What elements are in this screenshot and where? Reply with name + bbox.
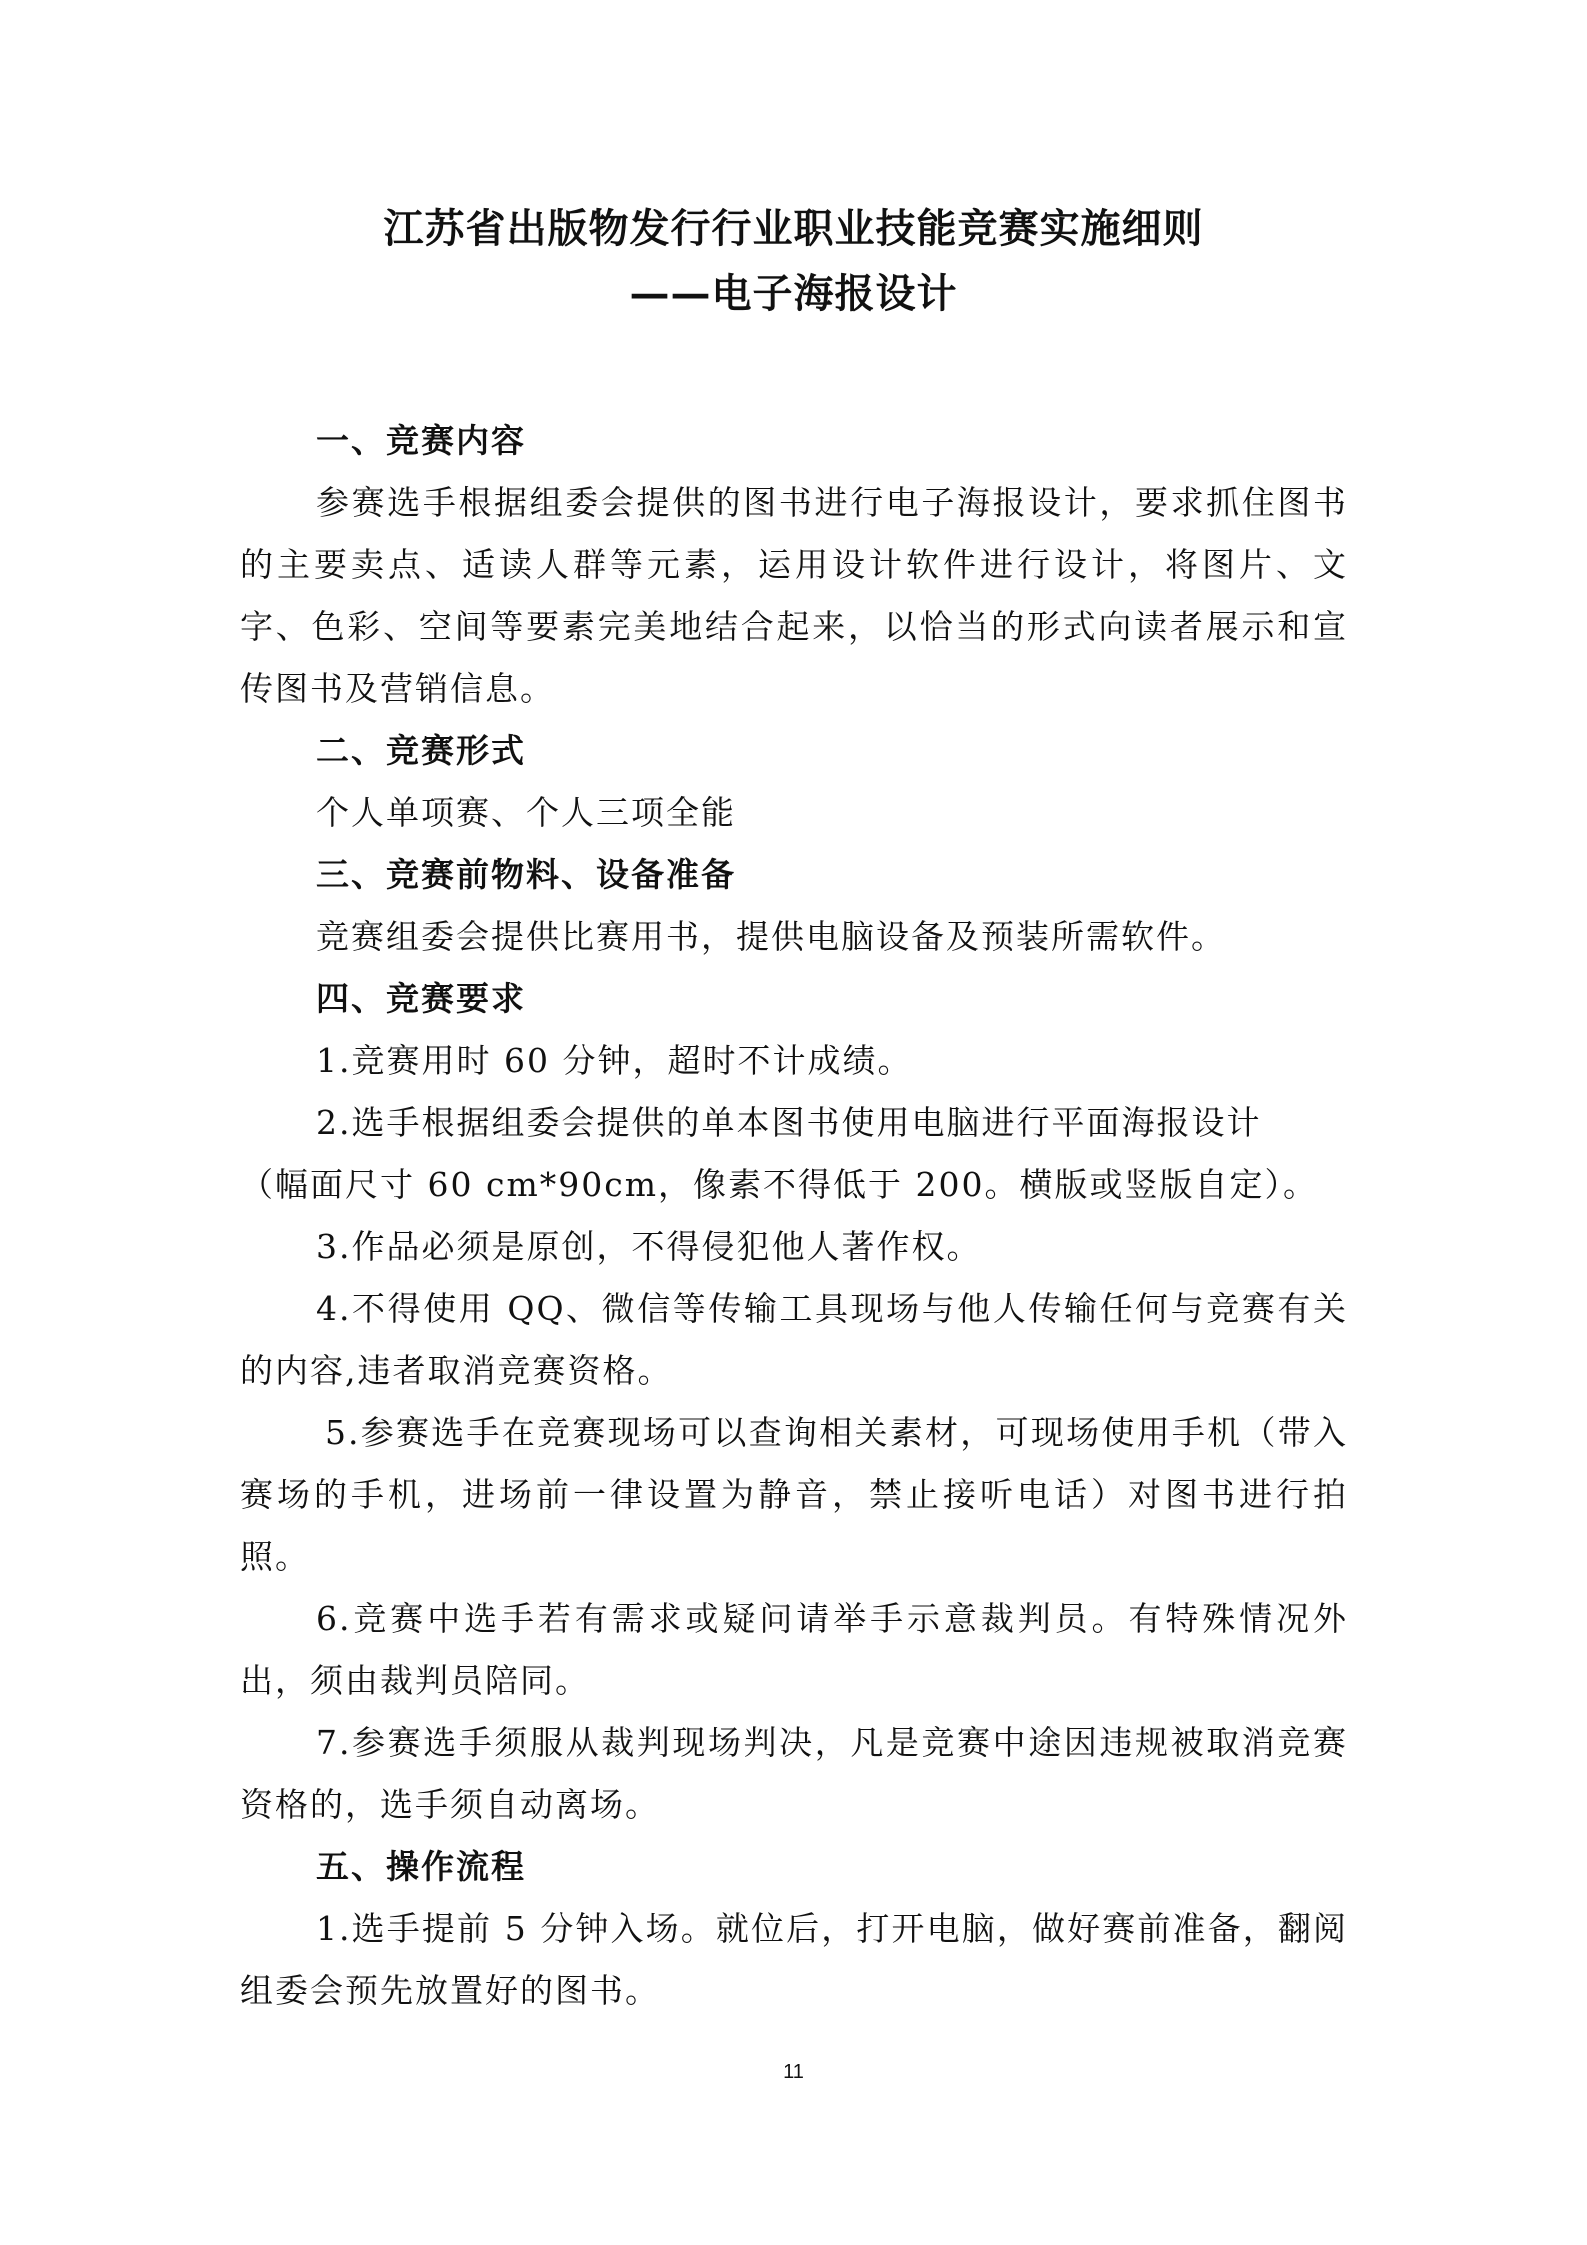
paragraph-format: 个人单项赛、个人三项全能 xyxy=(316,793,736,832)
document-body xyxy=(240,410,1348,2022)
requirement-item-6: 6.竞赛中选手若有需求或疑问请举手示意裁判员。有特殊情况外出，须由裁判员陪同。 xyxy=(240,1599,1348,1700)
document-title: 江苏省出版物发行行业职业技能竞赛实施细则 xyxy=(383,205,1204,252)
requirement-item-2: 2.选手根据组委会提供的单本图书使用电脑进行平面海报设计 xyxy=(316,1103,1262,1142)
requirement-item-1: 1.竞赛用时 60 分钟，超时不计成绩。 xyxy=(316,1041,913,1080)
page-number: 11 xyxy=(783,2061,804,2083)
section-heading-preparation: 三、竞赛前物料、设备准备 xyxy=(316,855,736,894)
section-heading-procedure: 五、操作流程 xyxy=(316,1847,526,1886)
requirement-item-7: 7.参赛选手须服从裁判现场判决，凡是竞赛中途因违规被取消竞赛资格的，选手须自动离场。 xyxy=(240,1723,1348,1824)
requirement-item-5: 5.参赛选手在竞赛现场可以查询相关素材，可现场使用手机（带入赛场的手机，进场前一律设置为静音，禁止接听电话）对图书进行拍照。 xyxy=(240,1413,1348,1576)
section-heading-format: 二、竞赛形式 xyxy=(316,731,526,770)
requirement-item-3: 3.作品必须是原创，不得侵犯他人著作权。 xyxy=(316,1227,982,1266)
requirement-item-2-continued: （幅面尺寸 60 cm*90cm，像素不得低于 200。横版或竖版自定）。 xyxy=(240,1165,1318,1204)
procedure-item-1: 1.选手提前 5 分钟入场。就位后，打开电脑，做好赛前准备，翻阅组委会预先放置好的图书。 xyxy=(240,1909,1348,2010)
requirement-item-4: 4.不得使用 QQ、微信等传输工具现场与他人传输任何与竞赛有关的内容,违者取消竞赛资格。 xyxy=(240,1289,1348,1390)
paragraph-preparation: 竞赛组委会提供比赛用书，提供电脑设备及预装所需软件。 xyxy=(316,917,1226,956)
paragraph-content: 参赛选手根据组委会提供的图书进行电子海报设计，要求抓住图书的主要卖点、适读人群等元素，运用设计软件进行设计，将图片、文字、色彩、空间等要素完美地结合起来，以恰当的形式向读者展示和宣传图书及营销信息。 xyxy=(240,483,1348,708)
section-heading-content: 一、竞赛内容 xyxy=(316,421,526,460)
section-heading-requirements: 四、竞赛要求 xyxy=(316,979,526,1018)
document-subtitle: ——电子海报设计 xyxy=(629,270,958,317)
